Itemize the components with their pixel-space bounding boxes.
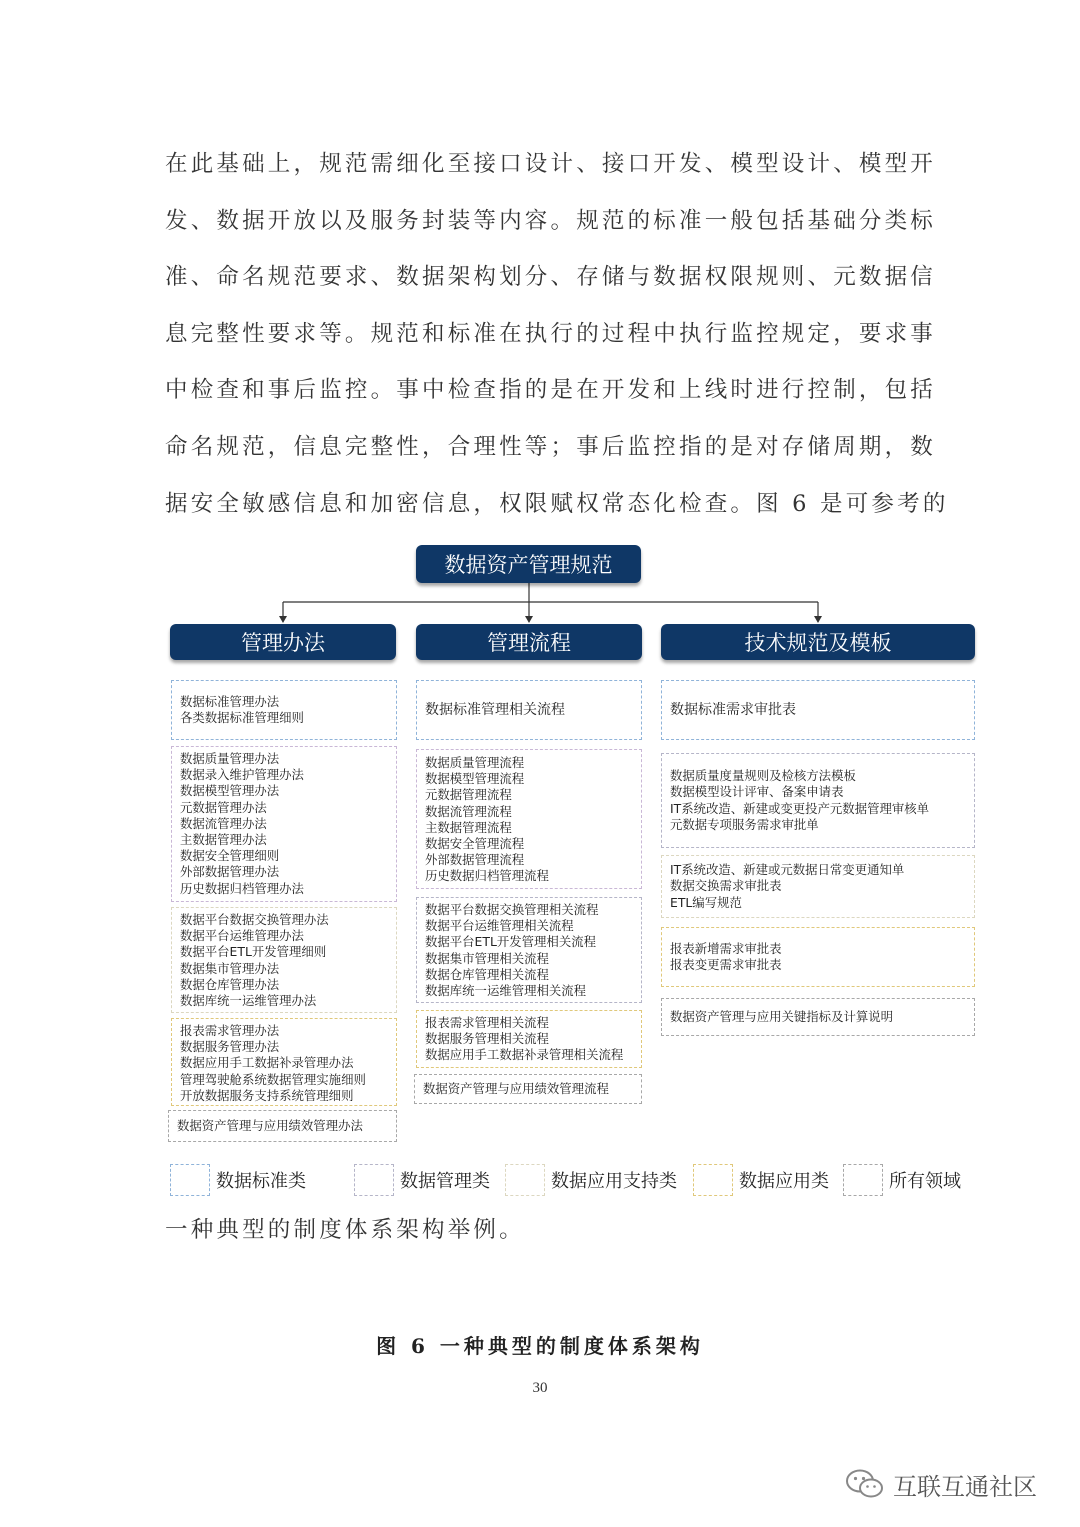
- figure-caption: 图 6 一种典型的制度体系架构: [376, 1334, 704, 1358]
- legend-item-standard: [170, 1162, 306, 1198]
- legend-item-all-domains: [843, 1162, 961, 1198]
- box-line: 主数据管理流程: [425, 819, 512, 835]
- paragraph-continuation: 一种典型的制度体系架构举例。: [165, 1217, 525, 1243]
- box-line: 管理驾驶舱系统数据管理实施细则: [180, 1071, 366, 1087]
- paragraph-line: 发、数据开放以及服务封装等内容。规范的标准一般包括基础分类标: [165, 207, 937, 234]
- page-number: 30: [532, 1380, 548, 1396]
- box-line: 数据质量管理流程: [425, 755, 525, 770]
- box-line: 数据标准需求审批表: [670, 701, 796, 718]
- paragraph-line: 准、命名规范要求、数据架构划分、存储与数据权限规则、元数据信: [165, 264, 937, 291]
- box-line: 数据库统一运维管理办法: [180, 993, 317, 1009]
- box-line: IT系统改造、新建或变更投产元数据管理审核单: [670, 800, 930, 816]
- box-line: 数据交换需求审批表: [670, 878, 782, 894]
- box-line: 数据库统一运维管理相关流程: [425, 983, 587, 999]
- box-line: 元数据管理流程: [425, 787, 512, 803]
- watermark-text: 互联互通社区: [893, 1472, 1037, 1501]
- box-line: 报表需求管理相关流程: [425, 1015, 549, 1030]
- box-line: 数据平台数据交换管理相关流程: [425, 902, 599, 917]
- box-line: 数据集市管理相关流程: [425, 950, 549, 966]
- box-line: 外部数据管理流程: [425, 852, 525, 868]
- col1-all-domains-box: [168, 1110, 397, 1142]
- box-line: 数据仓库管理相关流程: [425, 966, 549, 982]
- legend-item-app-support: [505, 1162, 677, 1198]
- legend-swatch: [693, 1164, 733, 1196]
- box-line: 数据服务管理相关流程: [425, 1031, 549, 1047]
- box-line: 各类数据标准管理细则: [180, 710, 304, 725]
- paragraph-line: 息完整性要求等。规范和标准在执行的过程中执行监控规定，要求事: [165, 320, 937, 347]
- box-line: 数据资产管理与应用关键指标及计算说明: [670, 1008, 894, 1024]
- legend-label: 数据管理类: [400, 1171, 490, 1192]
- box-line: 数据安全管理流程: [425, 836, 525, 852]
- box-line: 数据集市管理办法: [180, 960, 280, 976]
- wechat-icon: [845, 1467, 885, 1501]
- box-line: 数据流管理办法: [180, 815, 267, 831]
- box-line: 数据仓库管理办法: [180, 976, 280, 992]
- box-line: 数据平台运维管理办法: [180, 928, 304, 944]
- legend-label: 数据标准类: [216, 1171, 306, 1192]
- box-line: IT系统改造、新建或元数据日常变更通知单: [670, 862, 905, 878]
- legend-swatch: [843, 1164, 883, 1196]
- box-line: 数据录入维护管理办法: [180, 767, 304, 783]
- paragraph-line: 中检查和事后监控。事中检查指的是在开发和上线时进行控制，包括: [165, 377, 937, 404]
- box-line: 历史数据归档管理办法: [180, 880, 304, 896]
- box-line: 数据服务管理办法: [180, 1039, 280, 1055]
- box-line: 数据资产管理与应用绩效管理流程: [423, 1080, 609, 1096]
- box-line: 报表变更需求审批表: [670, 957, 782, 972]
- legend-swatch: [170, 1164, 210, 1196]
- legend-swatch: [505, 1164, 545, 1196]
- col2-application-box: [416, 1010, 642, 1068]
- box-line: 数据模型管理办法: [180, 783, 280, 799]
- box-line: 数据标准管理相关流程: [425, 701, 565, 718]
- box-line: 报表需求管理办法: [180, 1023, 280, 1038]
- legend-item-application: [693, 1162, 829, 1198]
- watermark: [845, 1464, 1037, 1504]
- box-line: 数据模型设计评审、备案申请表: [670, 784, 844, 800]
- legend-item-management: [354, 1162, 490, 1198]
- col3-all-domains-box: [661, 998, 975, 1036]
- box-line: 数据平台ETL开发管理细则: [180, 944, 327, 960]
- box-line: 数据平台运维管理相关流程: [425, 918, 574, 934]
- col2-support-box: [416, 897, 642, 1003]
- box-line: 数据应用手工数据补录管理办法: [180, 1055, 354, 1071]
- col1-management-box: [171, 746, 397, 902]
- connector-lines: [0, 0, 1080, 700]
- col1-standard-box: [171, 680, 397, 740]
- box-line: 报表新增需求审批表: [670, 940, 782, 956]
- legend-swatch: [354, 1164, 394, 1196]
- paragraph-line: 据安全敏感信息和加密信息，权限赋权常态化检查。图 6 是可参考的: [165, 490, 949, 517]
- col3-support-box: [661, 855, 975, 918]
- col3-standard-box: [661, 680, 975, 740]
- box-line: 开放数据服务支持系统管理细则: [180, 1087, 354, 1103]
- box-line: 数据模型管理流程: [425, 771, 525, 787]
- box-line: 主数据管理办法: [180, 832, 267, 848]
- box-line: 数据质量度量规则及检核方法模板: [670, 768, 856, 784]
- box-line: 数据质量管理办法: [180, 751, 280, 766]
- column-header-tech-specs: 技术规范及模板: [661, 624, 975, 660]
- box-line: 元数据专项服务需求审批单: [670, 816, 819, 832]
- box-line: 外部数据管理办法: [180, 864, 280, 880]
- legend-label: 数据应用类: [739, 1171, 829, 1192]
- col3-management-box: [661, 753, 975, 848]
- legend-label: 所有领域: [889, 1171, 961, 1192]
- column-header-management-process: 管理流程: [416, 624, 642, 660]
- root-header: 数据资产管理规范: [416, 545, 641, 583]
- column-header-management-methods: 管理办法: [170, 624, 396, 660]
- box-line: 历史数据归档管理流程: [425, 868, 549, 884]
- box-line: 数据流管理流程: [425, 803, 512, 819]
- box-line: 数据应用手工数据补录管理相关流程: [425, 1047, 624, 1063]
- col1-support-box: [171, 907, 397, 1013]
- legend-label: 数据应用支持类: [551, 1171, 677, 1192]
- col2-management-box: [416, 749, 642, 889]
- box-line: 数据平台ETL开发管理相关流程: [425, 934, 596, 950]
- box-line: ETL编写规范: [670, 894, 742, 910]
- col2-standard-box: [416, 680, 642, 740]
- col2-all-domains-box: [414, 1074, 642, 1104]
- paragraph-line: 在此基础上，规范需细化至接口设计、接口开发、模型设计、模型开: [165, 151, 937, 177]
- box-line: 数据标准管理办法: [180, 693, 280, 709]
- col3-application-box: [661, 927, 975, 987]
- box-line: 数据安全管理细则: [180, 848, 280, 864]
- box-line: 数据资产管理与应用绩效管理办法: [177, 1117, 363, 1133]
- col1-application-box: [171, 1018, 397, 1106]
- paragraph-line: 命名规范，信息完整性，合理性等；事后监控指的是对存储周期，数: [165, 433, 937, 460]
- box-line: 数据平台数据交换管理办法: [180, 912, 329, 927]
- box-line: 元数据管理办法: [180, 799, 267, 815]
